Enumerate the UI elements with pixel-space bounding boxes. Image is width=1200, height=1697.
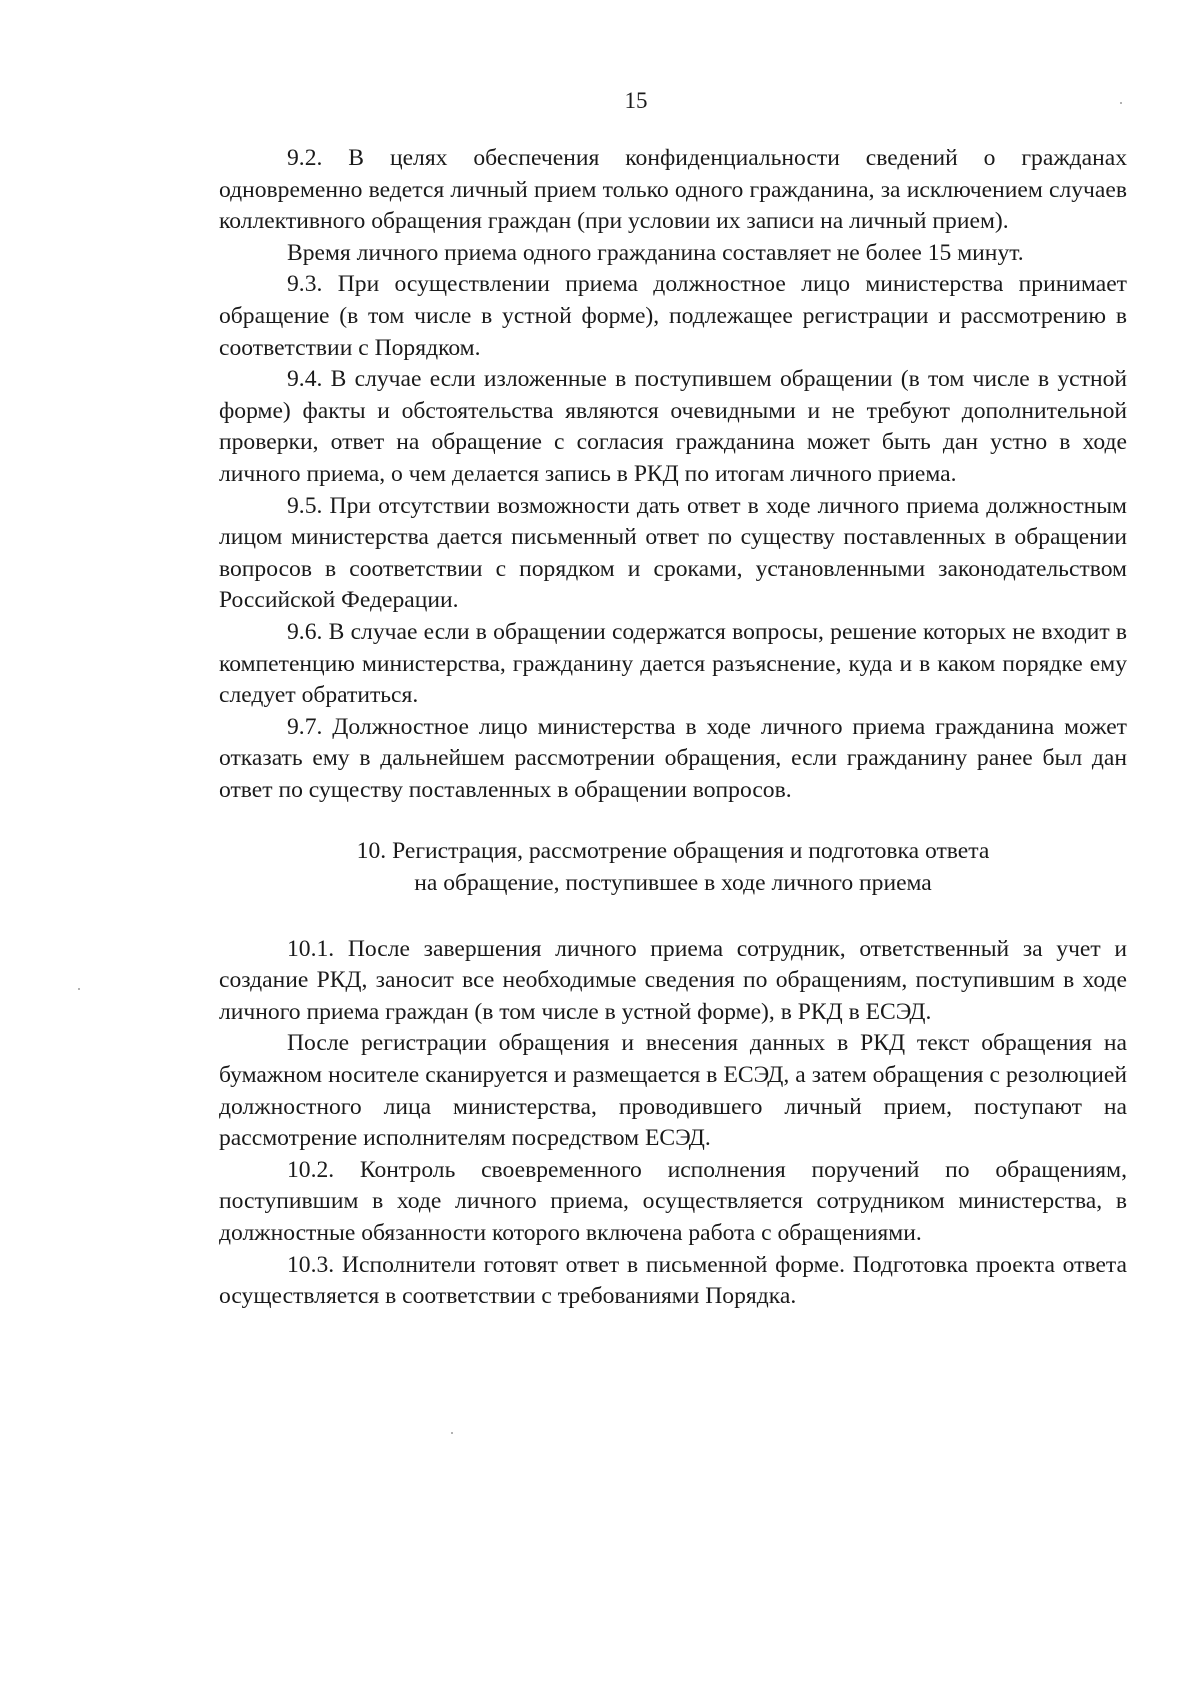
paragraph-10-1: 10.1. После завершения личного приема сотрудник, ответственный за учет и создание РКД, заносит все необходимые сведения по обращениям, поступившим в ходе личного приема граждан (в том числе в устной форме), в РКД в ЕСЭД. (219, 935, 1127, 1025)
paragraph-9-7: 9.7. Должностное лицо министерства в ходе личного приема гражданина может отказать ему в дальнейшем рассмотрении обращения, если гражданину ранее был дан ответ по существу поставленных в обращении вопросов. (219, 713, 1127, 803)
spacer (219, 900, 1127, 934)
paragraph-9-6: 9.6. В случае если в обращении содержатся вопросы, решение которых не входит в компетенцию министерства, гражданину дается разъяснение, куда и в каком порядке ему следует обратиться. (219, 618, 1127, 709)
spacer (219, 806, 1127, 836)
paragraph-9-5: 9.5. При отсутствии возможности дать ответ в ходе личного приема должностным лицом министерства дается письменный ответ по существу поставленных в обращении вопросов в соответствии с порядком и сроками, установленными законодательством Российской Федерации. (219, 492, 1127, 614)
section-10-heading (219, 836, 1127, 899)
paragraph-10-2: 10.2. Контроль своевременного исполнения поручений по обращениям, поступившим в ходе личного приема, осуществляется сотрудником министерства, в должностные обязанности которого включена работа с обращениями. (219, 1156, 1127, 1246)
scan-speck (78, 988, 80, 990)
paragraph-9-3: 9.3. При осуществлении приема должностное лицо министерства принимает обращение (в том числе в устной форме), подлежащее регистрации и рассмотрению в соответствии с Порядком. (219, 271, 1127, 361)
paragraph-registration: После регистрации обращения и внесения данных в РКД текст обращения на бумажном носителе сканируется и размещается в ЕСЭД, а затем обращения с резолюцией должностного лица министерства, проводившего личный прием, поступают на рассмотрение исполнителям посредством ЕСЭД. (219, 1030, 1127, 1152)
scan-speck (451, 1432, 453, 1434)
paragraph-10-3: 10.3. Исполнители готовят ответ в письменной форме. Подготовка проекта ответа осуществляется в соответствии с требованиями Порядка. (219, 1251, 1127, 1310)
paragraph-9-4: 9.4. В случае если изложенные в поступившем обращении (в том числе в устной форме) факты и обстоятельства являются очевидными и не требуют дополнительной проверки, ответ на обращение с согласия гражданина может быть дан устно в ходе личного приема, о чем делается запись в РКД по итогам личного приема. (219, 366, 1127, 487)
page-number: 15 (624, 88, 648, 113)
section-10-heading-line-2: на обращение, поступившее в ходе личного приема (414, 870, 932, 897)
document-body (219, 143, 1127, 1313)
paragraph-9-2: 9.2. В целях обеспечения конфиденциальности сведений о гражданах одновременно ведется личный прием только одного гражданина, за исключением случаев коллективного обращения граждан (при условии их записи на личный прием). (219, 145, 1127, 235)
paragraph-time-limit: Время личного приема одного гражданина составляет не более 15 минут. (287, 239, 1024, 266)
section-10-heading-line-1: 10. Регистрация, рассмотрение обращения и подготовка ответа (356, 838, 990, 865)
scan-speck (1120, 102, 1122, 104)
